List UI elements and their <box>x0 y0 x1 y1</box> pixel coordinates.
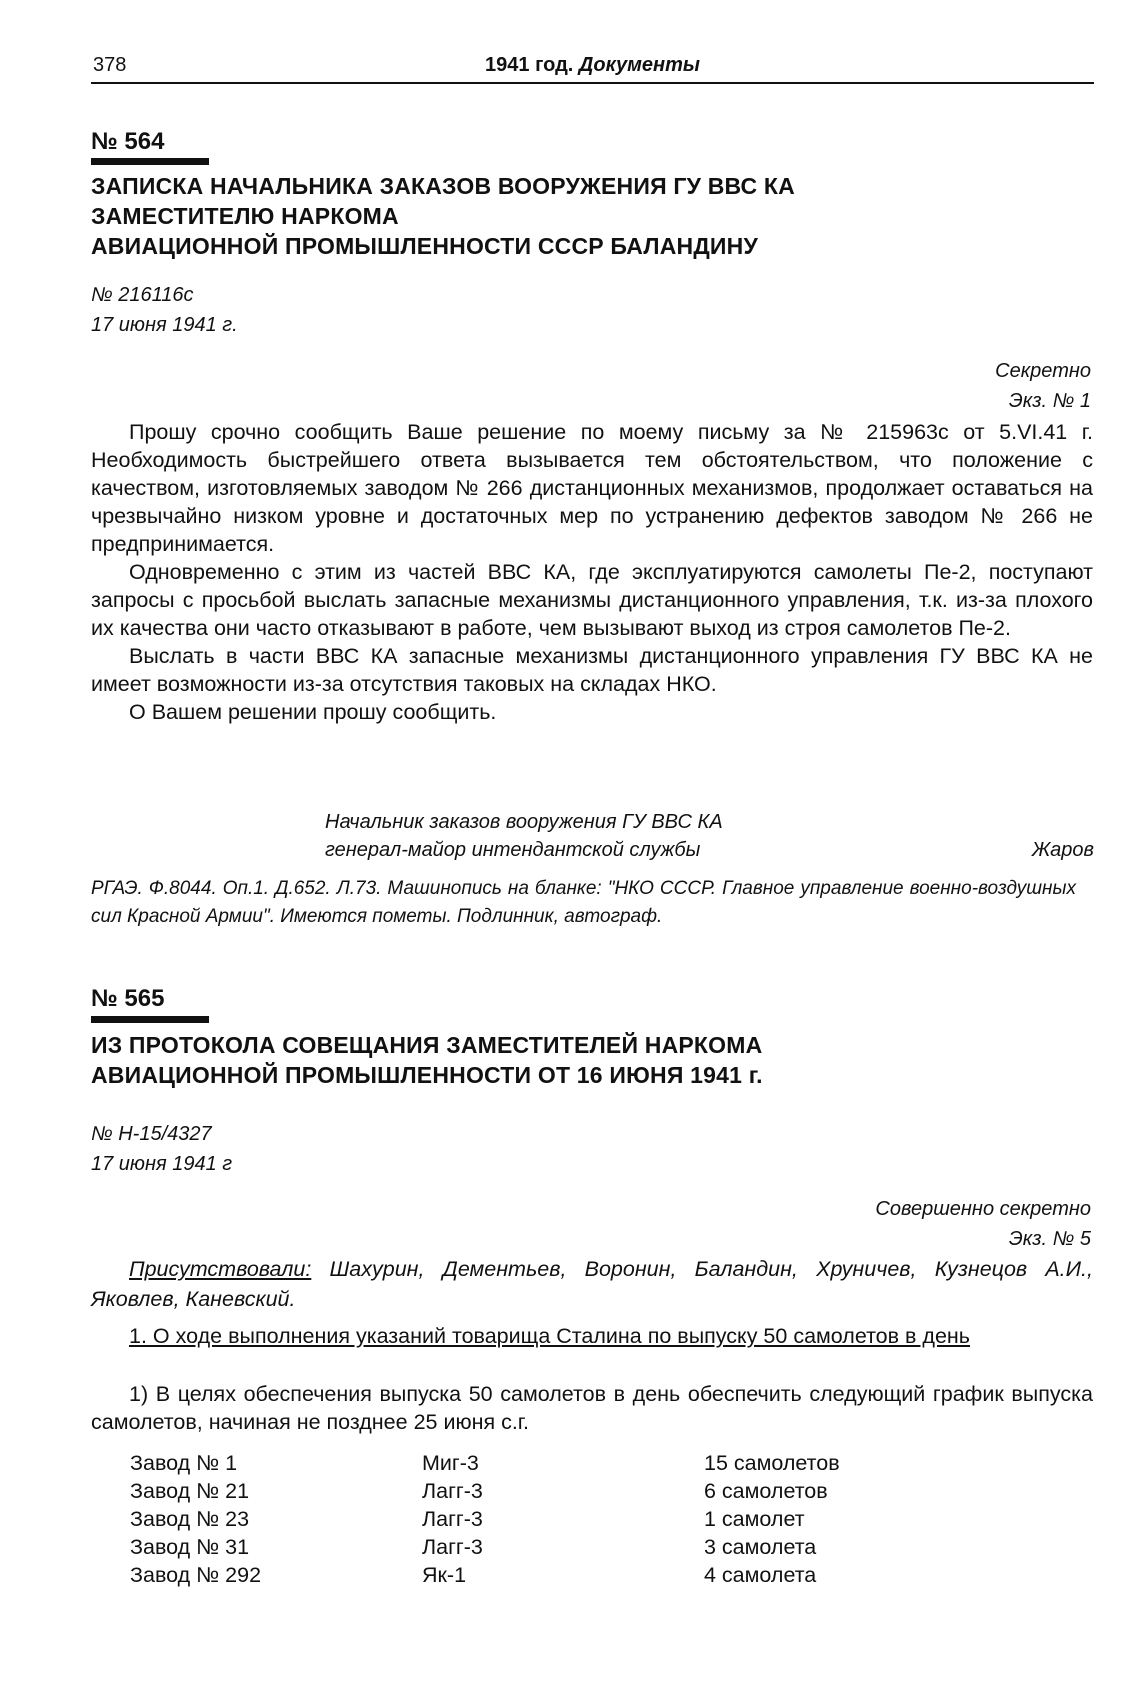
page-number: 378 <box>93 54 127 76</box>
doc-565-rule <box>91 1016 209 1023</box>
doc-565-attendees <box>91 1254 1093 1314</box>
doc-564-paragraph: Прошу срочно сообщить Ваше решение по моему письму за № 215963с от 5.VI.41 г. Необходимость быстрейшего ответа вызывается тем обстоятельством, что положение с качеством, изготовляемых заводом № 266 дистанционных механизмов, продолжает оставаться на чрезвычайно низком уровне и достаточных мер по устранению дефектов заводом № 266 не предпринимается. <box>91 420 1093 556</box>
doc-565-agenda-item: 1. О ходе выполнения указаний товарища Сталина по выпуску 50 самолетов в день <box>129 1324 971 1348</box>
running-title: 1941 год. Документы <box>485 54 700 76</box>
schedule-row: Завод № 23 Лагг-3 1 самолет <box>130 1507 805 1531</box>
doc-565-meta <box>91 1119 232 1179</box>
doc-564-ref-number: № 216116с <box>91 284 194 306</box>
doc-564-paragraph: Выслать в части ВВС КА запасные механизмы дистанционного управления ГУ ВВС КА не имеет возможности из-за отсутствия таковых на складах НКО. <box>91 644 1093 696</box>
doc-565-ref-number: № Н-15/4327 <box>91 1123 212 1145</box>
doc-565-classification: Совершенно секретно Экз. № 5 <box>875 1194 1091 1254</box>
doc-564-rule <box>91 158 209 165</box>
doc-564-classification: Секретно Экз. № 1 <box>995 356 1091 416</box>
schedule-row: Завод № 292 Як-1 4 самолета <box>130 1563 817 1587</box>
signature-role-1: Начальник заказов вооружения ГУ ВВС КА <box>325 811 723 833</box>
doc-564-meta <box>91 280 238 340</box>
production-schedule <box>130 1449 930 1589</box>
doc-565-title: ИЗ ПРОТОКОЛА СОВЕЩАНИЯ ЗАМЕСТИТЕЛЕЙ НАРКОМА АВИАЦИОННОЙ ПРОМЫШЛЕННОСТИ ОТ 16 ИЮНЯ 1941 г. <box>91 1032 763 1088</box>
doc-565-date: 17 июня 1941 г <box>91 1153 233 1175</box>
schedule-row: Завод № 1 Миг-3 15 самолетов <box>130 1451 840 1475</box>
doc-564-date: 17 июня 1941 г. <box>91 314 238 336</box>
doc-564-number: № 564 <box>91 128 165 155</box>
page-header <box>91 52 1094 84</box>
doc-564-body <box>91 418 1093 726</box>
signature-name: Жаров <box>1031 839 1094 861</box>
signature-role-2: генерал-майор интендантской службы <box>325 839 701 861</box>
schedule-row: Завод № 21 Лагг-3 6 самолетов <box>130 1479 828 1503</box>
schedule-row: Завод № 31 Лагг-3 3 самолета <box>130 1535 817 1559</box>
doc-564-paragraph: Одновременно с этим из частей ВВС КА, где эксплуатируются самолеты Пе-2, поступают запросы с просьбой выслать запасные механизмы дистанционного управления, т.к. из-за плохого их качества они часто отказывают в работе, чем вызывают выход из строя самолетов Пе-2. <box>91 560 1093 640</box>
running-title-italic: Документы <box>578 54 700 76</box>
doc-565-copy: Экз. № 5 <box>1008 1228 1091 1250</box>
doc-565-point-1: 1) В целях обеспечения выпуска 50 самолетов в день обеспечить следующий график выпуска самолетов, начиная не позднее 25 июня с.г. <box>91 1382 1093 1434</box>
doc-564-copy: Экз. № 1 <box>1008 390 1091 412</box>
doc-565-number: № 565 <box>91 985 165 1012</box>
doc-564-source: РГАЭ. Ф.8044. Оп.1. Д.652. Л.73. Машинопись на бланке: "НКО СССР. Главное управление военно-воздушных сил Красной Армии". Имеются пометы. Подлинник, автограф. <box>91 878 1076 927</box>
doc-564-title: ЗАПИСКА НАЧАЛЬНИКА ЗАКАЗОВ ВООРУЖЕНИЯ ГУ ВВС КА ЗАМЕСТИТЕЛЮ НАРКОМА АВИАЦИОННОЙ ПРОМЫШЛЕННОСТИ СССР БАЛАНДИНУ <box>91 173 795 259</box>
doc-564-signature <box>91 808 1094 864</box>
doc-564-paragraph: О Вашем решении прошу сообщить. <box>129 700 497 724</box>
attendees-list: Шахурин, Дементьев, Воронин, Баландин, Хруничев, Кузнецов А.И., Яковлев, Каневский. <box>91 1257 1093 1311</box>
attendees-label: Присутствовали: <box>129 1257 312 1281</box>
